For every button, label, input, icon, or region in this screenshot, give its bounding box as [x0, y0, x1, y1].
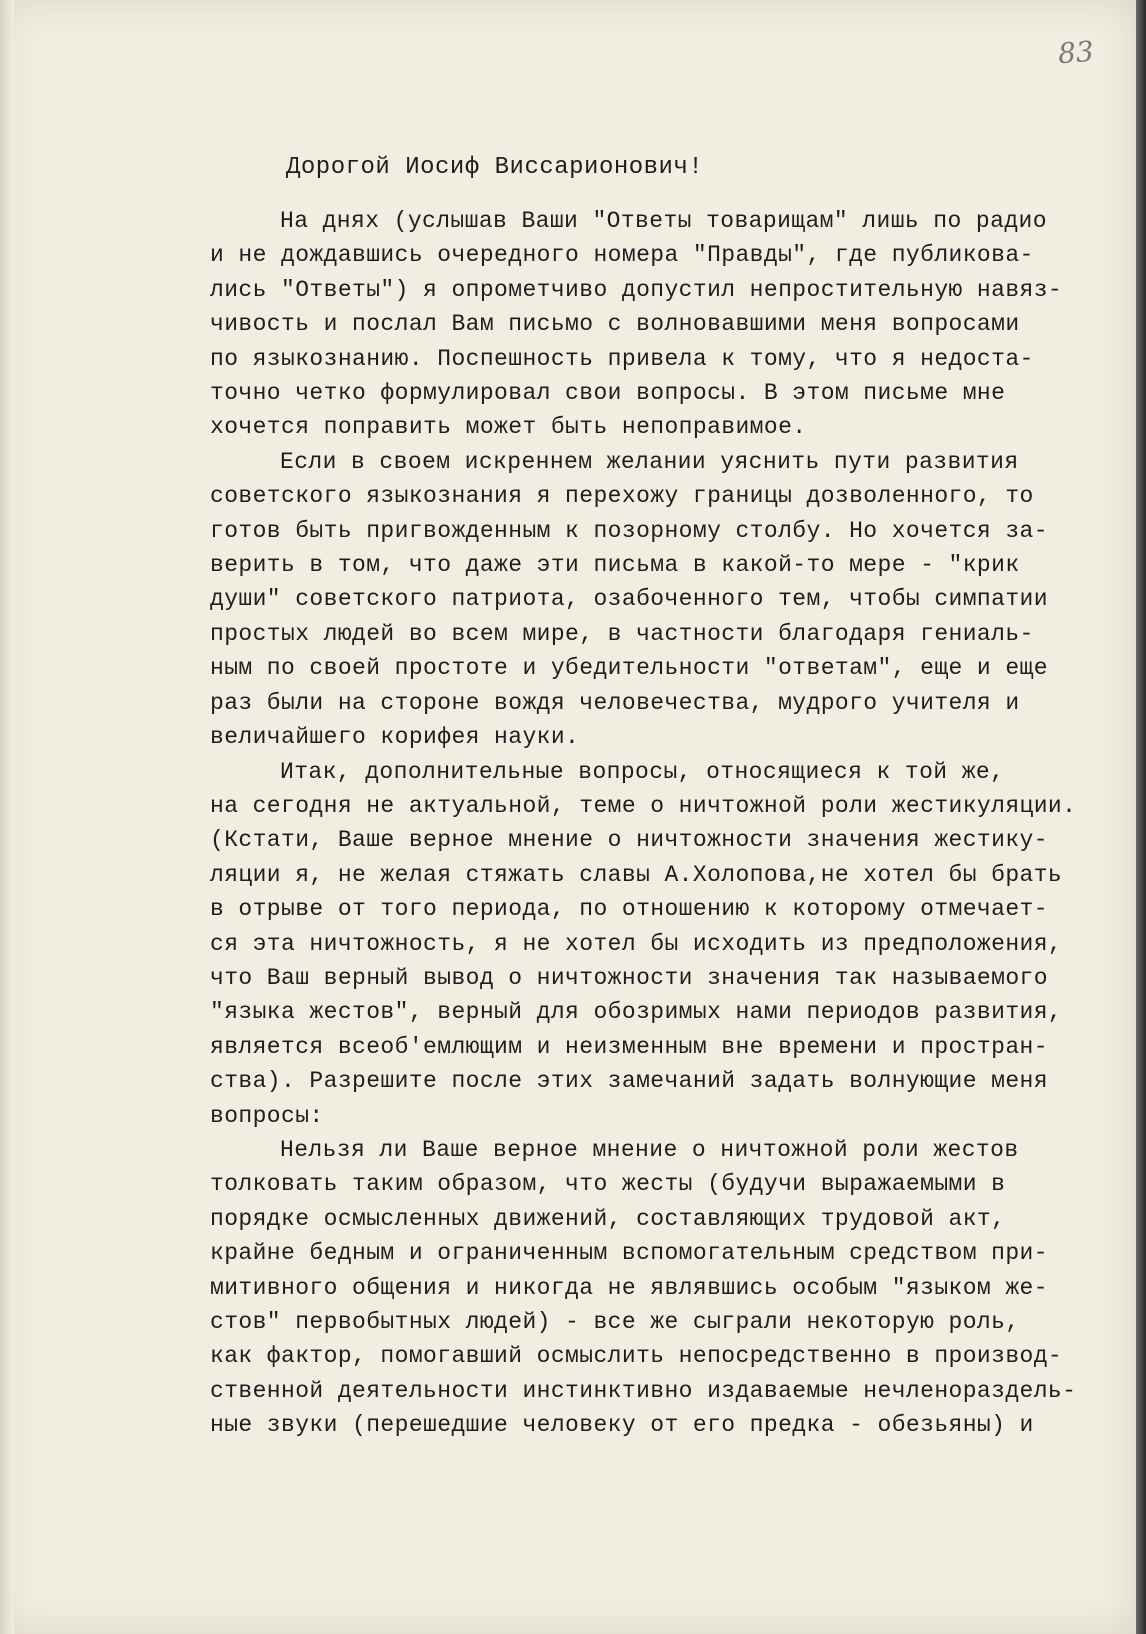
text-line: простых людей во всем мире, в частности благодаря гениаль- — [210, 620, 1034, 647]
text-line: ства). Разрешите после этих замечаний задать волнующие меня — [210, 1068, 1048, 1095]
text-line: ные звуки (перешедшие человеку от его предка - обезьяны) и — [210, 1412, 1034, 1439]
salutation: Дорогой Иосиф Виссарионович! — [286, 154, 704, 181]
letter-body — [210, 204, 1110, 1443]
text-line: точно четко формулировал свои вопросы. В этом письме мне — [210, 380, 1006, 407]
text-line: по языкознанию. Поспешность привела к тому, что я недоста- — [210, 345, 1034, 372]
text-line: порядке осмысленных движений, составляющих трудовой акт, — [210, 1205, 1006, 1232]
text-line: готов быть пригвожденным к позорному столбу. Но хочется за- — [210, 517, 1048, 544]
text-line: крайне бедным и ограниченным вспомогательным средством при- — [210, 1240, 1048, 1267]
text-line: и не дождавшись очередного номера "Правды", где публикова- — [210, 242, 1034, 269]
paragraph-first-line: Итак, дополнительные вопросы, относящиеся к той же, — [280, 758, 1005, 785]
text-line: что Ваш верный вывод о ничтожности значения так называемого — [210, 964, 1048, 991]
text-line: на сегодня не актуальной, теме о ничтожной роли жестикуляции. — [210, 792, 1077, 819]
text-line: вопросы: — [210, 1102, 324, 1129]
text-line: является всеоб'емлющим и неизменным вне времени и простран- — [210, 1033, 1048, 1060]
page-number: 83 — [1056, 34, 1095, 71]
page-left-margin — [0, 0, 14, 1634]
text-line: хочется поправить может быть непоправимое. — [210, 414, 807, 441]
text-line: чивость и послал Вам письмо с волновавшими меня вопросами — [210, 311, 1020, 338]
text-line: души" советского патриота, озабоченного тем, чтобы симпатии — [210, 586, 1048, 613]
text-line: верить в том, что даже эти письма в какой-то мере - "крик — [210, 552, 1020, 579]
text-line: "языка жестов", верный для обозримых нами периодов развития, — [210, 999, 1063, 1026]
text-line: толковать таким образом, что жесты (будучи выражаемыми в — [210, 1171, 1006, 1198]
text-line: лись "Ответы") я опрометчиво допустил непростительную навяз- — [210, 276, 1063, 303]
paragraph-first-line: На днях (услышав Ваши "Ответы товарищам" лишь по радио — [280, 208, 1047, 234]
text-line: ляции я, не желая стяжать славы А.Холопова,не хотел бы брать — [210, 861, 1063, 888]
text-line: стов" первобытных людей) - все же сыграли некоторую роль, — [210, 1309, 1020, 1335]
text-line: советского языкознания я перехожу границы дозволенного, то — [210, 483, 1034, 510]
text-line: ным по своей простоте и убедительности "ответам", еще и еще — [210, 655, 1048, 682]
text-line: ственной деятельности инстинктивно издаваемые нечленораздель- — [210, 1377, 1077, 1404]
paragraph-first-line: Если в своем искреннем желании уяснить пути развития — [280, 448, 1019, 475]
text-line: величайшего корифея науки. — [210, 724, 580, 751]
paragraph-first-line: Нельзя ли Ваше верное мнение о ничтожной роли жестов — [280, 1136, 1019, 1163]
text-line: ся эта ничтожность, я не хотел бы исходить из предположения, — [210, 930, 1063, 957]
scan-edge — [1136, 0, 1146, 1634]
text-line: раз были на стороне вождя человечества, мудрого учителя и — [210, 689, 1020, 716]
text-line: в отрыве от того периода, по отношению к которому отмечает- — [210, 896, 1048, 923]
text-line: митивного общения и никогда не являвшись особым "языком же- — [210, 1274, 1048, 1301]
text-line: (Кстати, Ваше верное мнение о ничтожности значения жестику- — [210, 827, 1048, 854]
text-line: как фактор, помогавший осмыслить непосредственно в производ- — [210, 1343, 1063, 1370]
